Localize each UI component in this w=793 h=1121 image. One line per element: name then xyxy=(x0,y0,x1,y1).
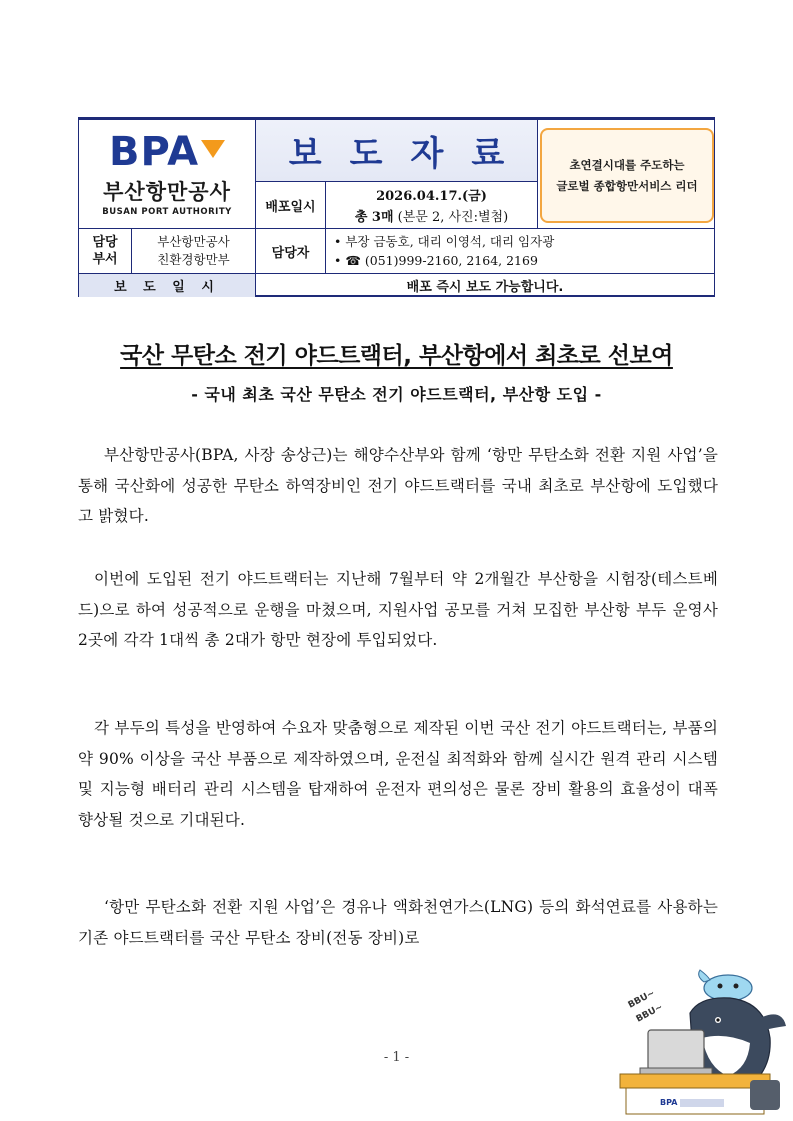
dept-value xyxy=(131,228,255,273)
headline: 국산 무탄소 전기 야드트랙터, 부산항에서 최초로 선보여 xyxy=(120,343,673,369)
mascot-illustration xyxy=(600,968,790,1118)
logo-english: BUSAN PORT AUTHORITY xyxy=(102,206,232,217)
logo-korean: 부산항만공사 xyxy=(103,179,231,204)
title-cell xyxy=(255,120,537,181)
body-paragraph-3: 각 부두의 특성을 반영하여 수요자 맞춤형으로 제작된 이번 국산 전기 야드트랙터는, 부품의 약 90% 이상을 국산 부품으로 제작하였으며, 운전실 최적화와 함께 실시간 원격 관리 시스템 및 지능형 배터리 관리 시스템을 탑재하여 운전자 편의성은 물론 장비 활용의 효율성이 대폭 향상될 것으로 기대된다. xyxy=(78,719,718,829)
subheadline: - 국내 최초 국산 무탄소 전기 야드트랙터, 부산항 도입 - xyxy=(191,385,602,404)
press-release-header xyxy=(78,117,715,297)
body-paragraph-2: 이번에 도입된 전기 야드트랙터는 지난해 7월부터 약 2개월간 부산항을 시험장(테스트베드)으로 하여 성공적으로 운행을 마쳤으며, 지원사업 공모를 거쳐 모집한 부산항 부두 운영사 2곳에 각각 1대씩 총 2대가 항만 현장에 투입되었다. xyxy=(78,570,718,649)
dept-team: 친환경항만부 xyxy=(157,252,230,267)
mascot-laptop-logo: BPA xyxy=(660,1098,678,1107)
distribution-info xyxy=(325,181,537,228)
page-count: 총 3매 xyxy=(354,210,394,225)
slogan-line-2: 글로벌 종합항만서비스 리더 xyxy=(556,178,698,193)
body-paragraph-1: 부산항만공사(BPA, 사장 송상근)는 해양수산부와 함께 ‘항만 무탄소화 전환 지원 사업’을 통해 국산화에 성공한 무탄소 하역장비인 전기 야드트랙터를 국내 최초로 부산항에 도입했다고 밝혔다. xyxy=(78,446,718,525)
mascot-speech-2: BBU~ xyxy=(634,1002,665,1025)
release-label: 보 도 일 시 xyxy=(79,273,255,297)
logo-triangle-icon xyxy=(201,140,225,158)
distribution-date: 2026.04.17.(금) xyxy=(376,189,487,204)
contact-value xyxy=(325,228,714,273)
bpa-logo xyxy=(79,120,255,228)
release-value: 배포 즉시 보도 가능합니다. xyxy=(255,273,714,297)
contact-label: 담당자 xyxy=(255,228,325,273)
press-release-title: 보도자료 xyxy=(288,134,533,174)
dept-org: 부산항만공사 xyxy=(157,234,230,249)
dept-label: 담당 부서 xyxy=(79,228,131,273)
contact-phone: • ☎ (051)999-2160, 2164, 2169 xyxy=(334,253,538,268)
logo-text: BPA xyxy=(108,128,200,175)
body-paragraph-4: ‘항만 무탄소화 전환 지원 사업’은 경유나 액화천연가스(LNG) 등의 화석연료를 사용하는 기존 야드트랙터를 국산 무탄소 장비(전동 장비)로 xyxy=(78,898,718,947)
slogan-box xyxy=(540,128,714,223)
mascot-speech-1: BBU~ xyxy=(626,988,657,1011)
slogan-line-1: 초연결시대를 주도하는 xyxy=(569,157,685,172)
distribution-date-label: 배포일시 xyxy=(255,181,325,228)
page-number: - 1 - xyxy=(383,1050,410,1065)
page-count-detail: (본문 2, 사진:별첨) xyxy=(397,210,509,225)
contact-names: • 부장 금동호, 대리 이영석, 대리 임자광 xyxy=(334,234,555,249)
